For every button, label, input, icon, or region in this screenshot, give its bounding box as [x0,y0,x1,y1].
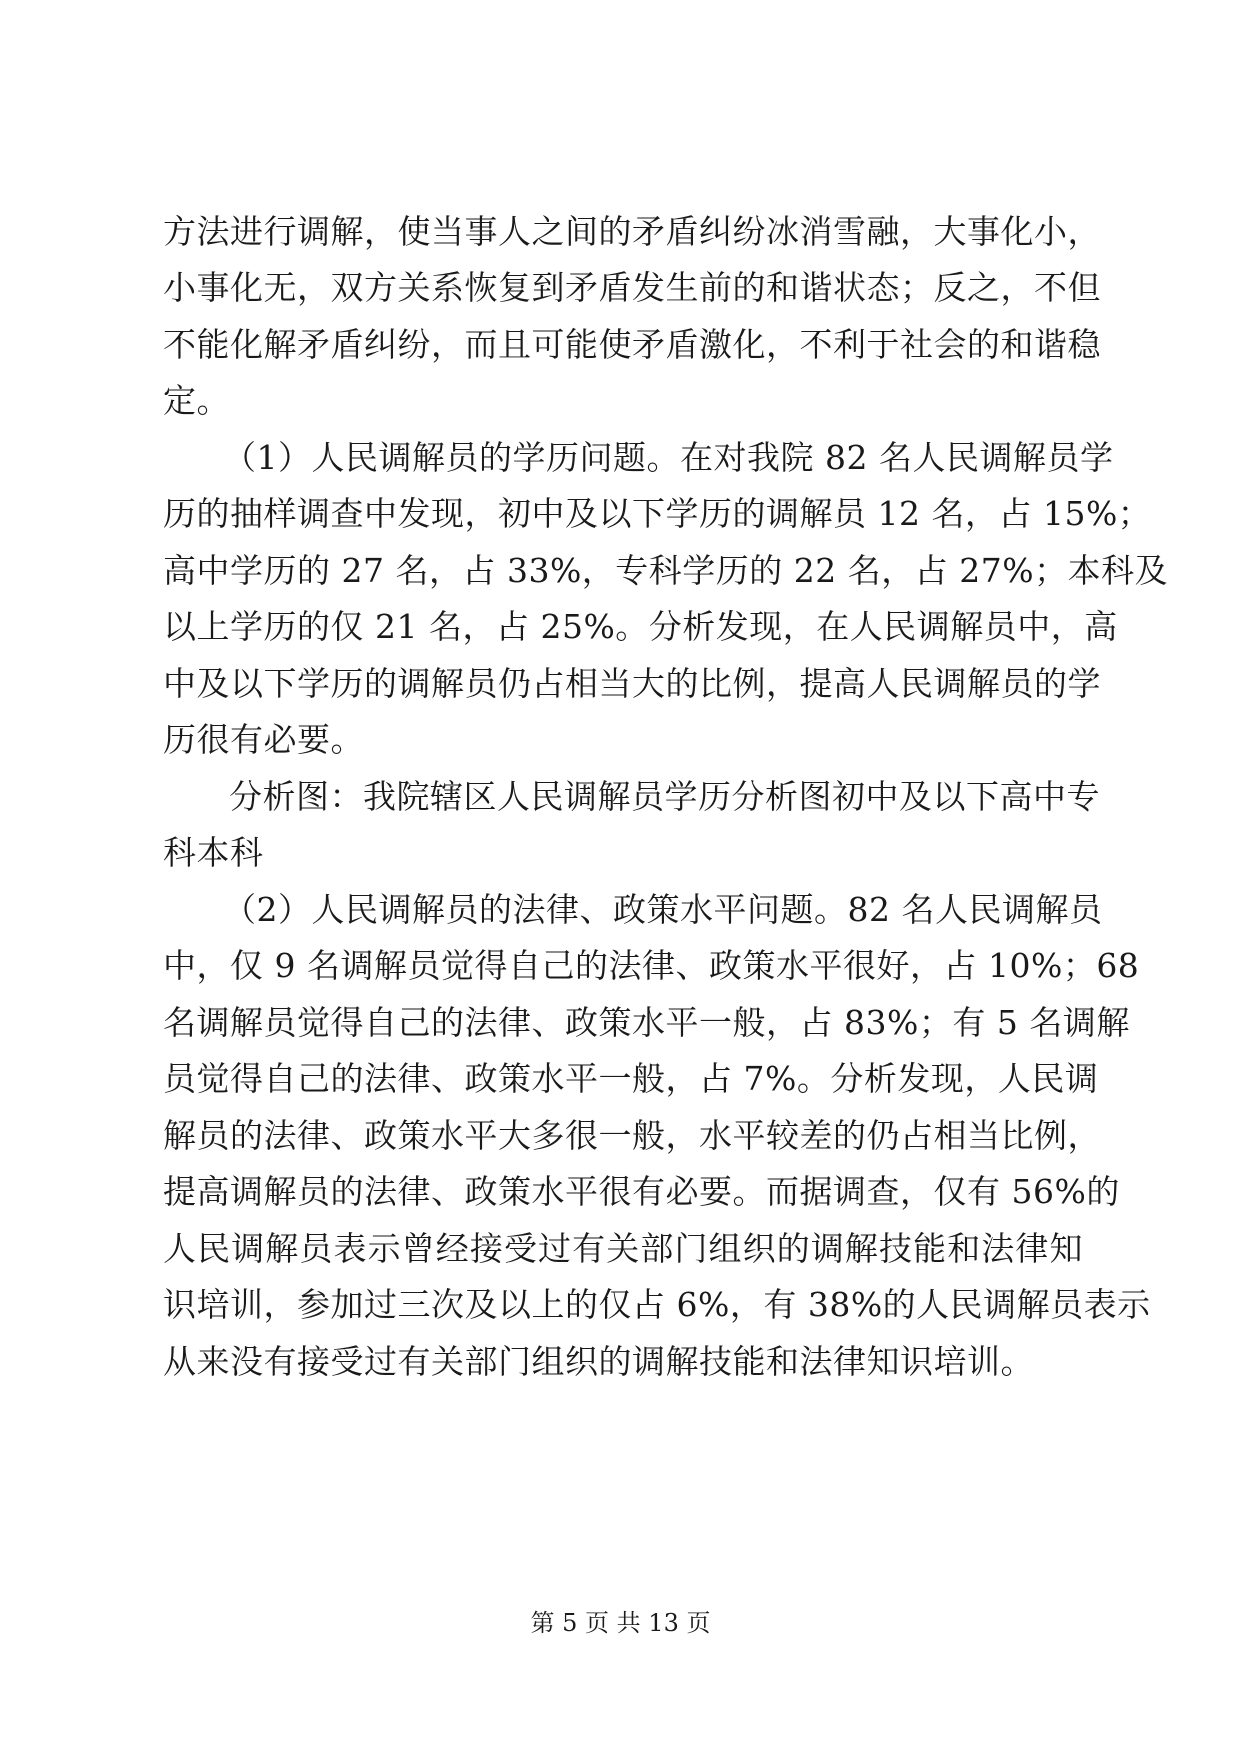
text-line: 提高调解员的法律、政策水平很有必要。而据调查，仅有 56%的 [163,1172,1120,1211]
text-line: 解员的法律、政策水平大多很一般，水平较差的仍占相当比例， [163,1116,1101,1155]
text-line: 识培训，参加过三次及以上的仅占 6%，有 38%的人民调解员表示 [163,1285,1151,1324]
text-line: 以上学历的仅 21 名，占 25%。分析发现，在人民调解员中，高 [163,607,1118,646]
text-line: 名调解员觉得自己的法律、政策水平一般，占 83%；有 5 名调解 [163,1003,1130,1042]
text-line: 从来没有接受过有关部门组织的调解技能和法律知识培训。 [163,1342,1034,1381]
text-line: 小事化无，双方关系恢复到矛盾发生前的和谐状态；反之，不但 [163,268,1101,307]
text-line: 员觉得自己的法律、政策水平一般，占 7%。分析发现，人民调 [163,1059,1099,1098]
text-line: 分析图：我院辖区人民调解员学历分析图初中及以下高中专 [229,777,1100,816]
text-line: 定。 [163,381,230,420]
text-line: 科本科 [163,833,264,872]
text-line: （2）人民调解员的法律、政策水平问题。82 名人民调解员 [223,890,1103,929]
text-line: 高中学历的 27 名，占 33%，专科学历的 22 名，占 27%；本科及 [163,551,1169,590]
text-line: 中及以下学历的调解员仍占相当大的比例，提高人民调解员的学 [163,664,1101,703]
page-footer: 第 5 页 共 13 页 [530,1609,711,1637]
text-line: 历的抽样调查中发现，初中及以下学历的调解员 12 名，占 15%； [163,494,1152,533]
text-line: 人民调解员表示曾经接受过有关部门组织的调解技能和法律知 [163,1229,1083,1268]
text-line: 不能化解矛盾纠纷，而且可能使矛盾激化，不利于社会的和谐稳 [163,325,1101,364]
text-line: 方法进行调解，使当事人之间的矛盾纠纷冰消雪融，大事化小， [163,212,1101,251]
text-line: 历很有必要。 [163,720,364,759]
text-line: （1）人民调解员的学历问题。在对我院 82 名人民调解员学 [223,438,1114,477]
text-line: 中，仅 9 名调解员觉得自己的法律、政策水平很好，占 10%；68 [163,946,1140,985]
